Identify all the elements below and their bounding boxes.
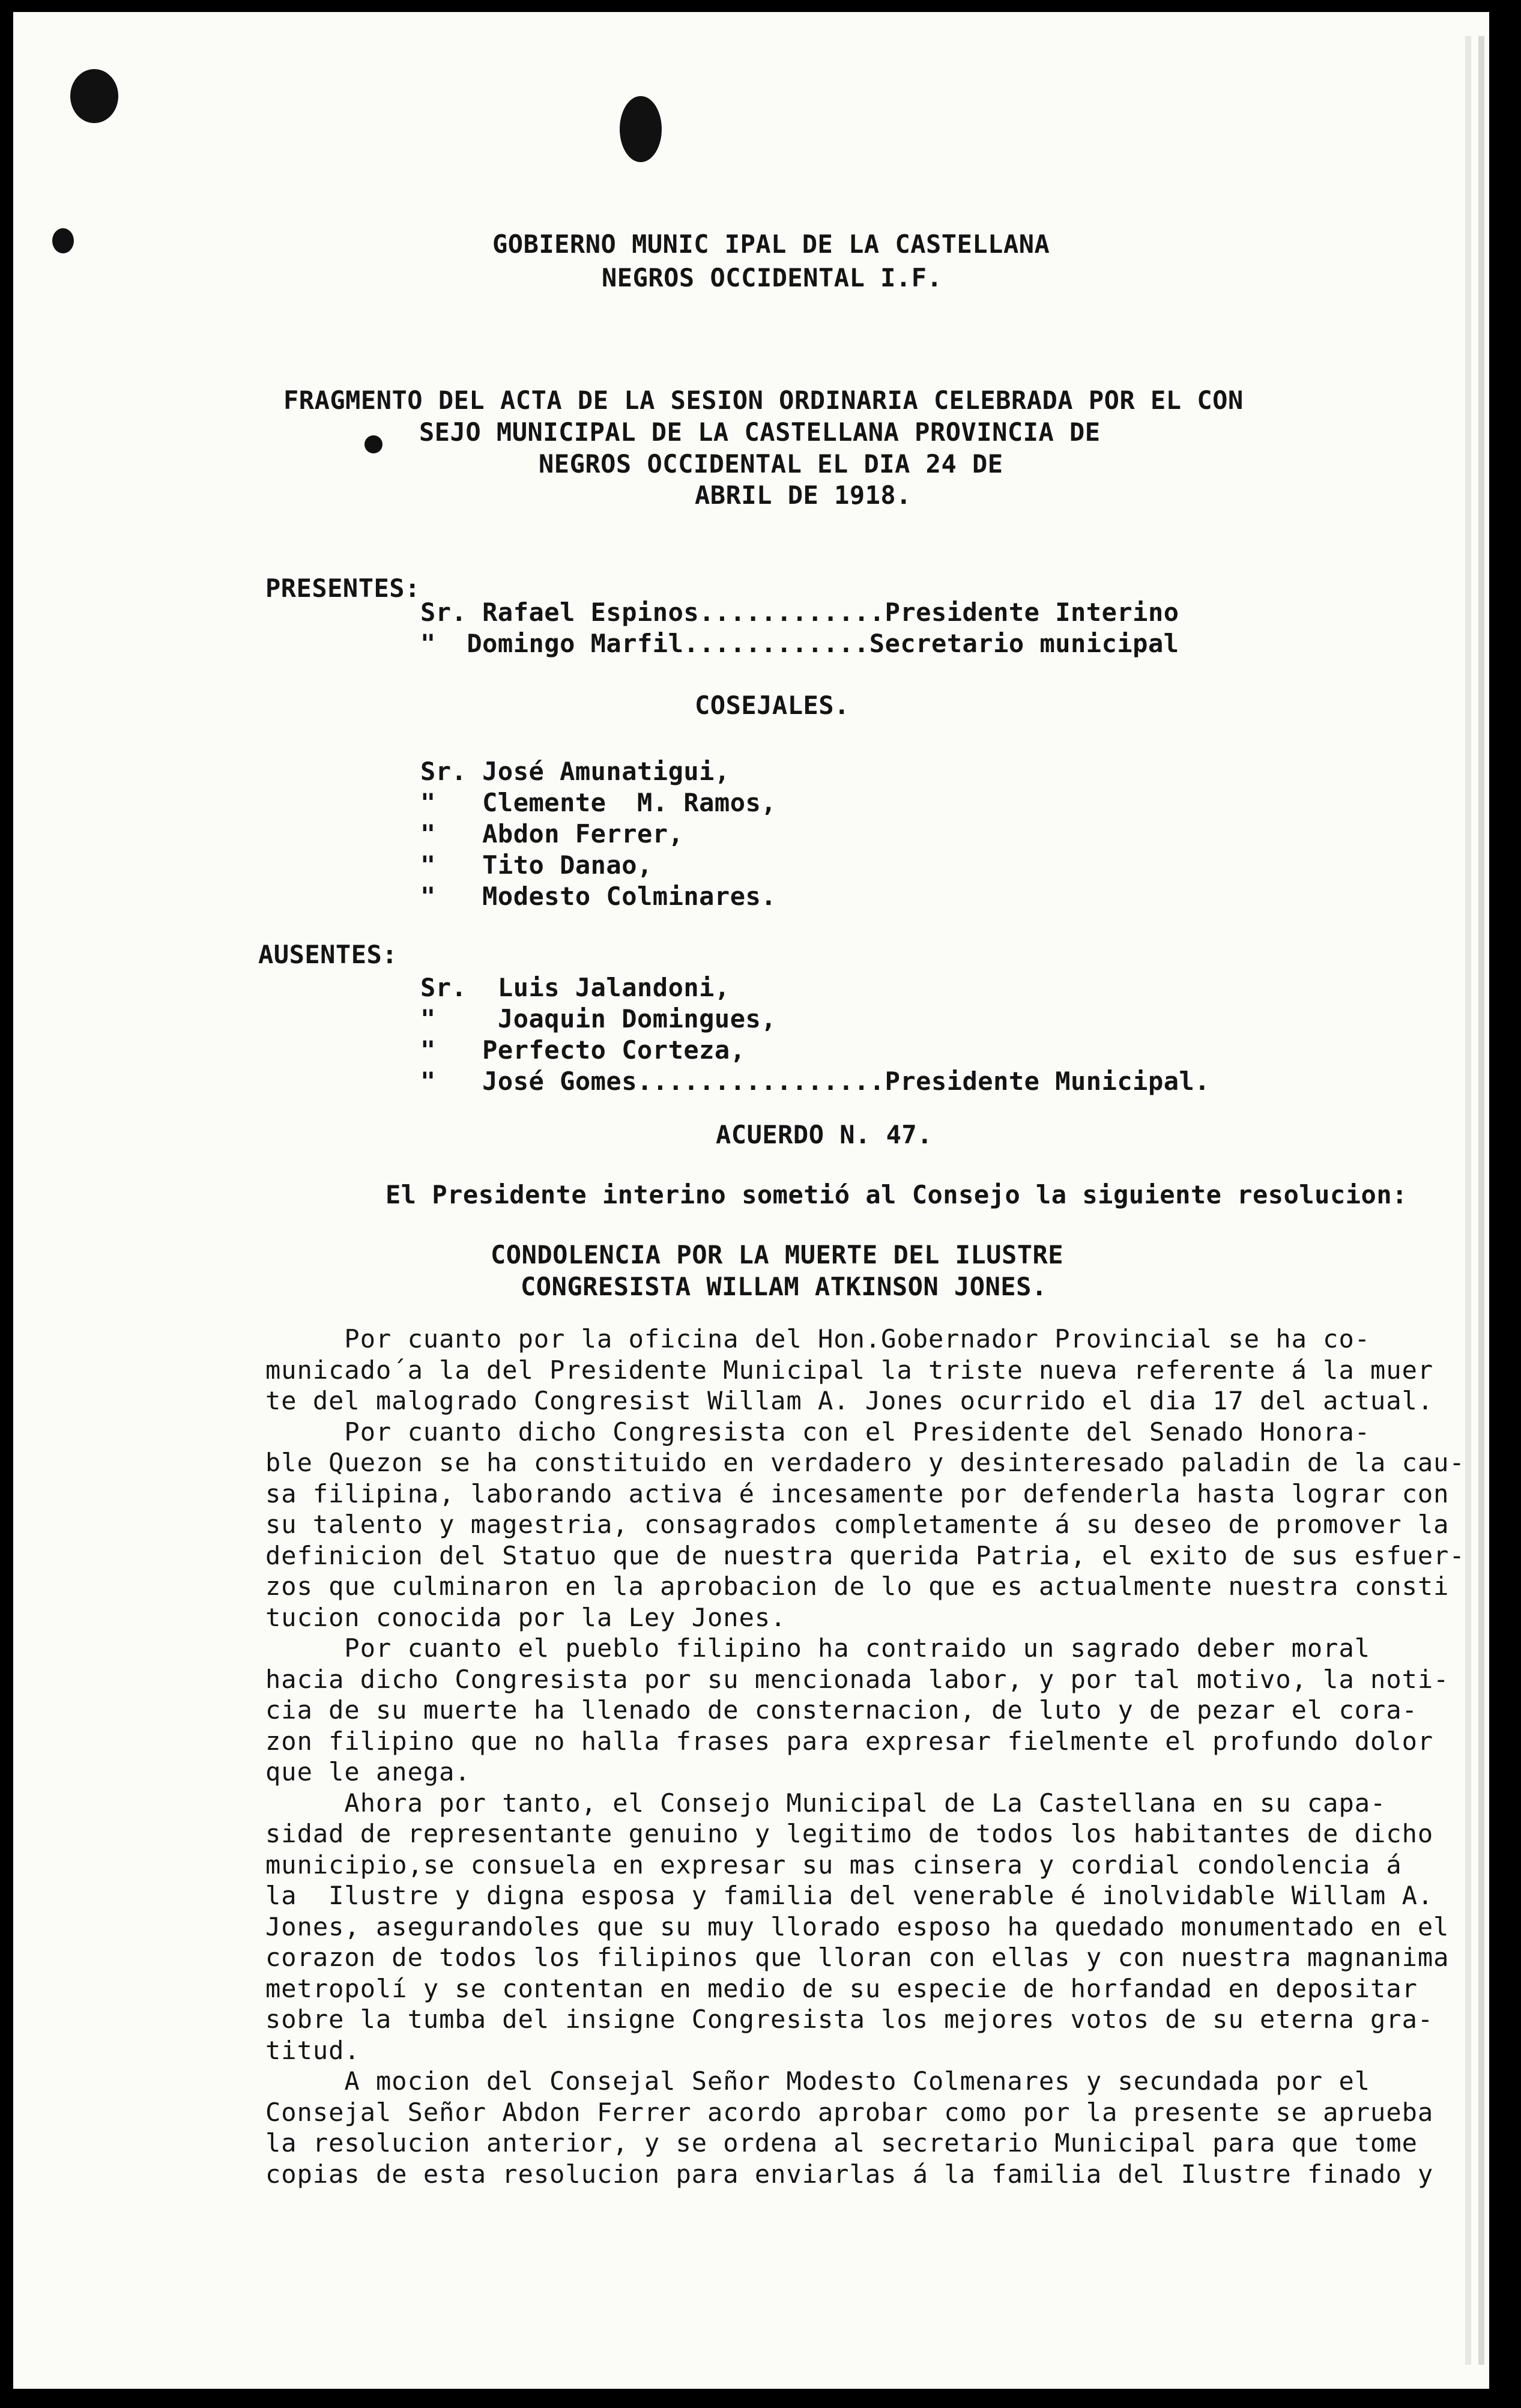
body-line: Consejal Señor Abdon Ferrer acordo aprobar como por la presente se aprueba: [265, 2098, 1434, 2127]
concejal-row: " Abdon Ferrer,: [420, 819, 684, 849]
body-line: Por cuanto por la oficina del Hon.Gobernador Provincial se ha co-: [265, 1324, 1371, 1354]
page-edge: [1465, 36, 1471, 2365]
body-line: zos que culminaron en la aprobacion de lo que es actualmente nuestra consti: [265, 1572, 1450, 1601]
ink-blot: [70, 69, 118, 123]
body-line: que le anega.: [265, 1757, 471, 1786]
ink-blot: [620, 96, 662, 162]
body-line: Por cuanto dicho Congresista con el Presidente del Senado Honora-: [265, 1417, 1371, 1447]
body-line: municado´a la del Presidente Municipal la triste nueva referente á la muer: [265, 1355, 1434, 1385]
body-line: A mocion del Consejal Señor Modesto Colmenares y secundada por el: [265, 2066, 1371, 2096]
fragment-line-4: ABRIL DE 1918.: [695, 480, 912, 510]
body-line: Por cuanto el pueblo filipino ha contraido un sagrado deber moral: [265, 1633, 1371, 1663]
body-line: tucion conocida por la Ley Jones.: [265, 1603, 787, 1632]
body-line: ble Quezon se ha constituido en verdadero y desinteresado paladin de la cau-: [265, 1448, 1465, 1477]
concejal-row: " Modesto Colminares.: [420, 882, 777, 911]
body-line: titud.: [265, 2036, 360, 2065]
ausentes-label: AUSENTES:: [258, 940, 398, 969]
ausente-row: " José Gomes................Presidente Municipal.: [420, 1066, 1211, 1096]
body-line: zon filipino que no halla frases para expresar fielmente el profundo dolor: [265, 1726, 1434, 1756]
body-line: metropolí y se contentan en medio de su especie de horfandad en depositar: [265, 1974, 1418, 2003]
fragment-line-2: SEJO MUNICIPAL DE LA CASTELLANA PROVINCIA DE: [419, 417, 1101, 447]
document-page: [13, 12, 1489, 2389]
concejal-row: " Tito Danao,: [420, 850, 653, 880]
body-line: Ahora por tanto, el Consejo Municipal de La Castellana en su capa-: [265, 1788, 1386, 1818]
ink-blot: [52, 228, 74, 253]
page-edge: [1478, 36, 1484, 2365]
body-line: hacia dicho Congresista por su mencionada labor, y por tal motivo, la noti-: [265, 1665, 1450, 1694]
presentes-label: PRESENTES:: [265, 573, 420, 603]
body-line: corazon de todos los filipinos que lloran con ellas y con nuestra magnanima: [265, 1943, 1450, 1972]
ausente-row: " Perfecto Corteza,: [420, 1035, 746, 1065]
concejal-row: Sr. José Amunatigui,: [420, 757, 730, 786]
fragment-line-3: NEGROS OCCIDENTAL EL DIA 24 DE: [539, 449, 1003, 479]
resolucion-title-line-1: CONDOLENCIA POR LA MUERTE DEL ILUSTRE: [491, 1240, 1064, 1269]
acuerdo-title: ACUERDO N. 47.: [716, 1120, 933, 1149]
acuerdo-intro: El Presidente interino sometió al Consejo la siguiente resolucion:: [386, 1180, 1408, 1209]
body-line: cia de su muerte ha llenado de consternacion, de luto y de pezar el cora-: [265, 1695, 1418, 1725]
presentes-row: Sr. Rafael Espinos............Presidente Interino: [420, 597, 1179, 627]
ink-blot: [364, 435, 383, 453]
header-line-2: NEGROS OCCIDENTAL I.F.: [602, 263, 943, 292]
header-line-1: GOBIERNO MUNIC IPAL DE LA CASTELLANA: [492, 229, 1050, 259]
concejal-row: " Clemente M. Ramos,: [420, 788, 777, 817]
body-line: Jones, asegurandoles que su muy llorado esposo ha quedado monumentado en el: [265, 1912, 1450, 1941]
body-line: la Ilustre y digna esposa y familia del venerable é inolvidable Willam A.: [265, 1881, 1434, 1910]
body-line: copias de esta resolucion para enviarlas á la familia del Ilustre finado y: [265, 2159, 1434, 2189]
body-line: sa filipina, laborando activa é incesamente por defenderla hasta lograr con: [265, 1479, 1450, 1508]
ausente-row: " Joaquin Domingues,: [420, 1004, 777, 1033]
presentes-row: " Domingo Marfil............Secretario municipal: [420, 629, 1179, 658]
body-line: su talento y magestria, consagrados completamente á su deseo de promover la: [265, 1510, 1450, 1539]
body-line: te del malogrado Congresist Willam A. Jones ocurrido el dia 17 del actual.: [265, 1386, 1434, 1415]
concejales-label: COSEJALES.: [695, 691, 850, 720]
resolucion-title-line-2: CONGRESISTA WILLAM ATKINSON JONES.: [521, 1272, 1047, 1301]
body-line: definicion del Statuo que de nuestra querida Patria, el exito de sus esfuer-: [265, 1541, 1465, 1570]
body-line: sobre la tumba del insigne Congresista los mejores votos de su eterna gra-: [265, 2004, 1434, 2034]
body-line: sidad de representante genuino y legitimo de todos los habitantes de dicho: [265, 1819, 1434, 1848]
fragment-line-1: FRAGMENTO DEL ACTA DE LA SESION ORDINARIA CELEBRADA POR EL CON: [283, 386, 1244, 415]
ausente-row: Sr. Luis Jalandoni,: [420, 973, 730, 1002]
body-line: la resolucion anterior, y se ordena al secretario Municipal para que tome: [265, 2128, 1418, 2158]
body-line: municipio,se consuela en expresar su mas cinsera y cordial condolencia á: [265, 1850, 1402, 1880]
